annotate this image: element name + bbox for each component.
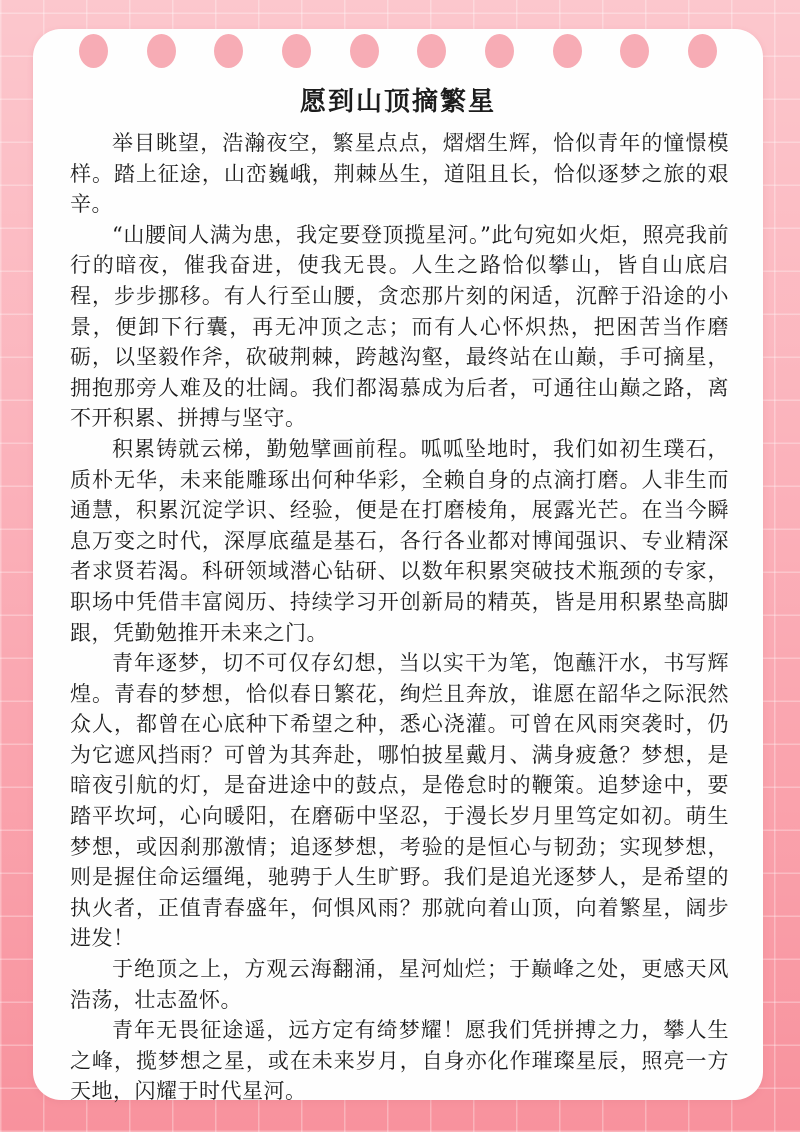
essay-paragraph: 积累铸就云梯，勤勉擘画前程。呱呱坠地时，我们如初生璞石，质朴无华，未来能雕琢出何种华彩，全赖自身的点滴打磨。人非生而通慧，积累沉淀学识、经验，便是在打磨棱角，展露光芒。在当今瞬息万变之时代，深厚底蕴是基石，各行各业都对博闻强识、专业精深者求贤若渴。科研领域潜心钻研、以数年积累突破技术瓶颈的专家，职场中凭借丰富阅历、持续学习开创新局的精英，皆是用积累垫高脚跟，凭勤勉推开未来之门。	[70, 436, 729, 645]
binding-hole-dot	[485, 34, 514, 68]
binding-hole-dot	[620, 34, 649, 68]
binding-hole-dot	[147, 34, 176, 68]
binding-hole-dot	[417, 34, 446, 68]
binding-hole-dot	[350, 34, 379, 68]
binding-hole-dot	[688, 34, 717, 68]
essay-body	[33, 128, 763, 1107]
essay-title: 愿到山顶摘繁星	[299, 87, 496, 117]
essay-paragraph: 于绝顶之上，方观云海翻涌，星河灿烂；于巅峰之处，更感天风浩荡，壮志盈怀。	[70, 957, 729, 1012]
paper-card	[33, 29, 763, 1104]
binding-hole-dot	[79, 34, 108, 68]
essay-paragraph: 举目眺望，浩瀚夜空，繁星点点，熠熠生辉，恰似青年的憧憬模样。踏上征途，山峦巍峨，荆棘丛生，道阻且长，恰似逐梦之旅的艰辛。	[70, 131, 729, 217]
essay-paragraph: 青年逐梦，切不可仅存幻想，当以实干为笔，饱蘸汗水，书写辉煌。青春的梦想，恰似春日繁花，绚烂且奔放，谁愿在韶华之际泯然众人，都曾在心底种下希望之种，悉心浇灌。可曾在风雨突袭时，仍为它遮风挡雨？可曾为其奔赴，哪怕披星戴月、满身疲惫？梦想，是暗夜引航的灯，是奋进途中的鼓点，是倦怠时的鞭策。追梦途中，要踏平坎坷，心向暖阳，在磨砺中坚忍，于漫长岁月里笃定如初。萌生梦想，或因刹那激情；追逐梦想，考验的是恒心与韧劲；实现梦想，则是握住命运缰绳，驰骋于人生旷野。我们是追光逐梦人，是希望的执火者，正值青春盛年，何惧风雨？那就向着山顶，向着繁星，阔步进发！	[70, 651, 729, 951]
binding-hole-dot	[553, 34, 582, 68]
essay-paragraph: “山腰间人满为患，我定要登顶揽星河。”此句宛如火炬，照亮我前行的暗夜，催我奋进，使我无畏。人生之路恰似攀山，皆自山底启程，步步挪移。有人行至山腰，贪恋那片刻的闲适，沉醉于沿途的小景，便卸下行囊，再无冲顶之志；而有人心怀炽热，把困苦当作磨砺，以坚毅作斧，砍破荆棘，跨越沟壑，最终站在山巅，手可摘星，拥抱那旁人难及的壮阔。我们都渴慕成为后者，可通往山巅之路，离不开积累、拼搏与坚守。	[70, 222, 729, 431]
binding-holes	[33, 29, 763, 68]
binding-hole-dot	[282, 34, 311, 68]
binding-hole-dot	[214, 34, 243, 68]
essay-paragraph: 青年无畏征途遥，远方定有绮梦耀！愿我们凭拼搏之力，攀人生之峰，揽梦想之星，或在未来岁月，自身亦化作璀璨星辰，照亮一方天地，闪耀于时代星河。	[70, 1018, 729, 1104]
